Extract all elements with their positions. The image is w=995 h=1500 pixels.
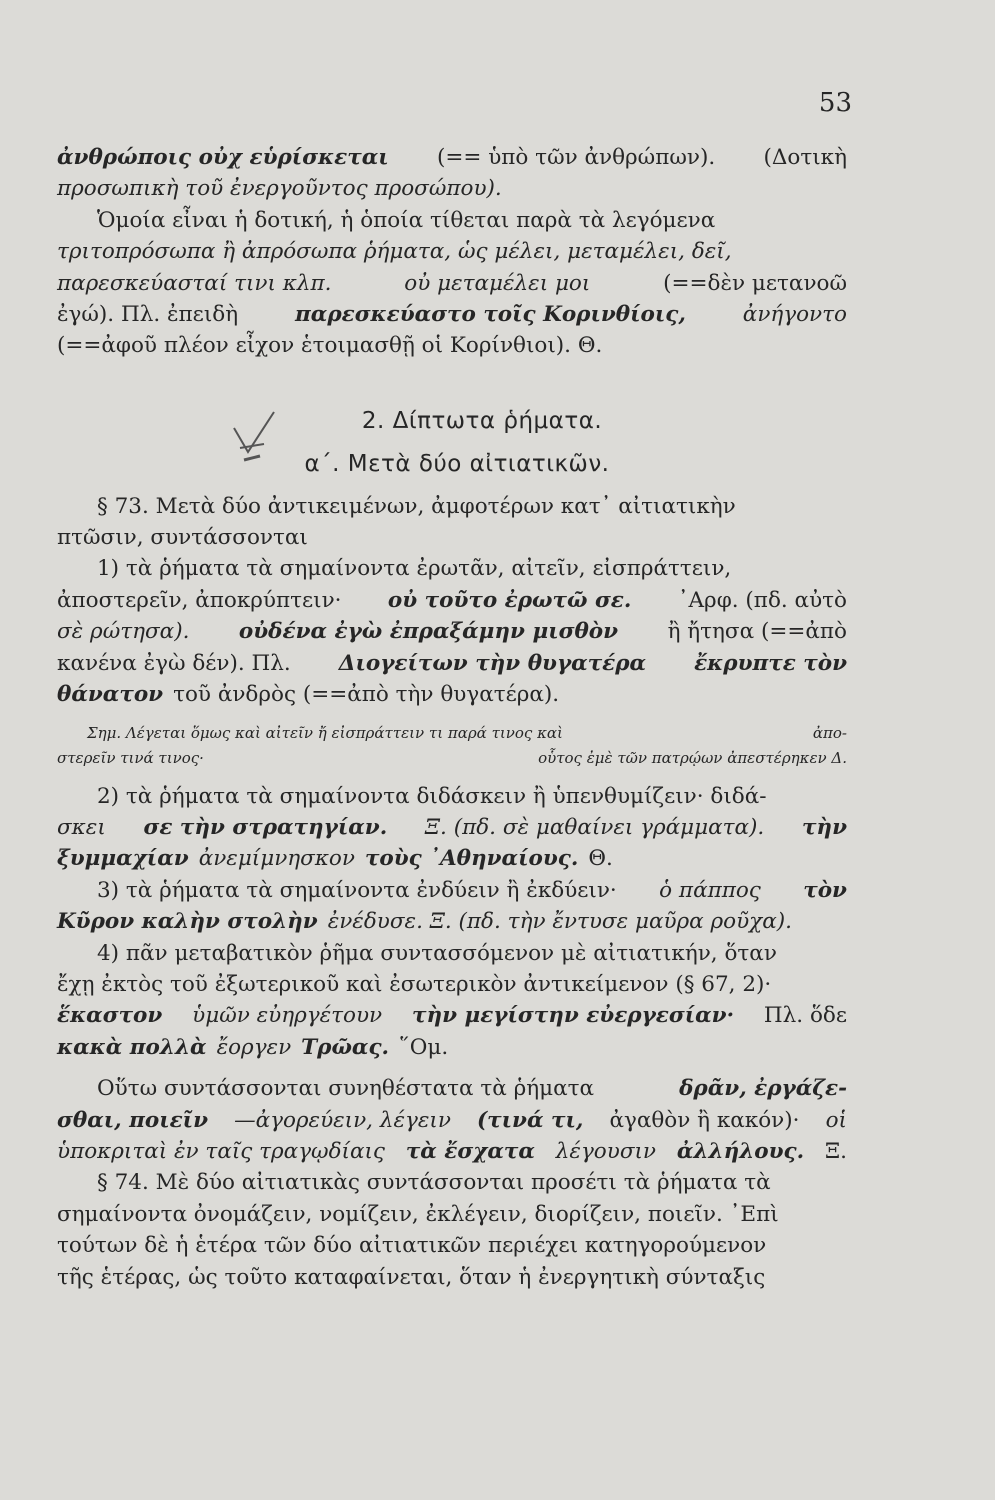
- text-line: 2) τὰ ῥήματα τὰ σημαίνοντα διδάσκειν ἢ ὑπενθυμίζειν· διδά-: [97, 783, 767, 809]
- text-line: κακὰ πολλὰ ἔοργεν Τρῶας. ῞Ομ.: [57, 1034, 449, 1060]
- text-line: προσωπικὴ τοῦ ἐνεργοῦντος προσώπου).: [57, 176, 502, 202]
- text-line: 3) τὰ ῥήματα τὰ σημαίνοντα ἐνδύειν ἢ ἐκδύειν· ὁ πάππος τὸν: [97, 877, 847, 903]
- text-line: ἕκαστον ὑμῶν εὐηργέτουν τὴν μεγίστην εὐεργεσίαν· Πλ. ὅδε: [57, 1003, 847, 1029]
- footnote: Σημ. Λέγεται ὅμως καὶ αἰτεῖν ἤ εἰσπράττειν τι παρά τινος καὶ ἀπο- στερεῖν τινά τινος· οὗτος ἐμὲ τῶν πατρῴων ἀπεστέρηκεν Δ.: [57, 723, 847, 767]
- text-line: 1) τὰ ῥήματα τὰ σημαίνοντα ἐρωτᾶν, αἰτεῖν, εἰσπράττειν,: [97, 556, 732, 582]
- text-line: § 73. Μετὰ δύο ἀντικειμένων, ἀμφοτέρων κατ᾽ αἰτιατικὴν: [97, 493, 736, 519]
- text-line: 4) πᾶν μεταβατικὸν ῥῆμα συντασσόμενον μὲ αἰτιατικήν, ὅταν: [97, 940, 777, 966]
- text-line: ἀνθρώποις οὐχ εὑρίσκεται (== ὑπὸ τῶν ἀνθρώπων). (Δοτικὴ: [57, 145, 847, 170]
- text-line: ξυμμαχίαν ἀνεμίμνησκον τοὺς ᾿Αθηναίους. Θ.: [57, 846, 613, 872]
- text-line: σκει σε τὴν στρατηγίαν. Ξ. (πδ. σὲ μαθαίνει γράμματα). τὴν: [57, 814, 847, 840]
- text-line: Οὕτω συντάσσονται συνηθέστατα τὰ ῥήματα δρᾶν, ἐργάζε-: [97, 1076, 847, 1102]
- text-line: κανένα ἐγὼ δέν). Πλ. Διογείτων τὴν θυγατέρα ἔκρυπτε τὸν: [57, 650, 847, 676]
- text-line: τούτων δὲ ἡ ἑτέρα τῶν δύο αἰτιατικῶν περιέχει κατηγορούμενον: [57, 1233, 767, 1259]
- subsection-heading: α΄. Μετὰ δύο αἰτιατικῶν.: [304, 451, 610, 478]
- text-line: σημαίνοντα ὀνομάζειν, νομίζειν, ἐκλέγειν, διορίζειν, ποιεῖν. ᾿Επὶ: [57, 1201, 779, 1227]
- text-line: σθαι, ποιεῖν —ἀγορεύειν, λέγειν (τινά τι, ἀγαθὸν ἢ κακόν)· οἱ: [57, 1107, 847, 1133]
- text-line: ἔχῃ ἐκτὸς τοῦ ἐξωτερικοῦ καὶ ἐσωτερικὸν ἀντικείμενον (§ 67, 2)·: [57, 971, 772, 997]
- text-line: παρεσκεύασταί τινι κλπ. οὐ μεταμέλει μοι (==δὲν μετανοῶ: [57, 270, 847, 296]
- text-line: σὲ ρώτησα). οὐδένα ἐγὼ ἐπραξάμην μισθὸν ἢ ἤτησα (==ἀπὸ: [57, 619, 847, 645]
- page-number: 53: [818, 88, 852, 118]
- text-line: Κῦρον καλὴν στολὴν ἐνέδυσε. Ξ. (πδ. τὴν ἔντυσε μαῦρα ροῦχα).: [57, 909, 792, 935]
- text-line: τῆς ἑτέρας, ὡς τοῦτο καταφαίνεται, ὅταν ἡ ἐνεργητικὴ σύνταξις: [57, 1264, 766, 1290]
- text-line: τριτοπρόσωπα ἢ ἀπρόσωπα ῥήματα, ὡς μέλει, μεταμέλει, δεῖ,: [57, 239, 732, 265]
- text-line: (==ἀφοῦ πλέον εἶχον ἑτοιμασθῇ οἱ Κορίνθιοι). Θ.: [57, 333, 603, 359]
- text-line: ἀποστερεῖν, ἀποκρύπτειν· οὐ τοῦτο ἐρωτῶ σε. ᾿Αρφ. (πδ. αὐτὸ: [57, 587, 847, 613]
- text-line: ὑποκριταὶ ἐν ταῖς τραγῳδίαις τὰ ἔσχατα λέγουσιν ἀλλήλους. Ξ.: [57, 1138, 847, 1164]
- text-line: § 74. Μὲ δύο αἰτιατικὰς συντάσσονται προσέτι τὰ ῥήματα τὰ: [97, 1170, 771, 1196]
- text-line: θάνατον τοῦ ἀνδρὸς (==ἀπὸ τὴν θυγατέρα).: [57, 682, 560, 708]
- text-line: ἐγώ). Πλ. ἐπειδὴ παρεσκεύαστο τοῖς Κορινθίοις, ἀνήγοντο: [57, 302, 847, 328]
- page-text: [57, 142, 847, 1293]
- section-heading: 2. Δίπτωτα ῥήματα.: [361, 407, 603, 434]
- text-line: Ὁμοία εἶναι ἡ δοτική, ἡ ὁποία τίθεται παρὰ τὰ λεγόμενα: [97, 207, 716, 233]
- text-line: πτῶσιν, συντάσσονται: [57, 525, 308, 551]
